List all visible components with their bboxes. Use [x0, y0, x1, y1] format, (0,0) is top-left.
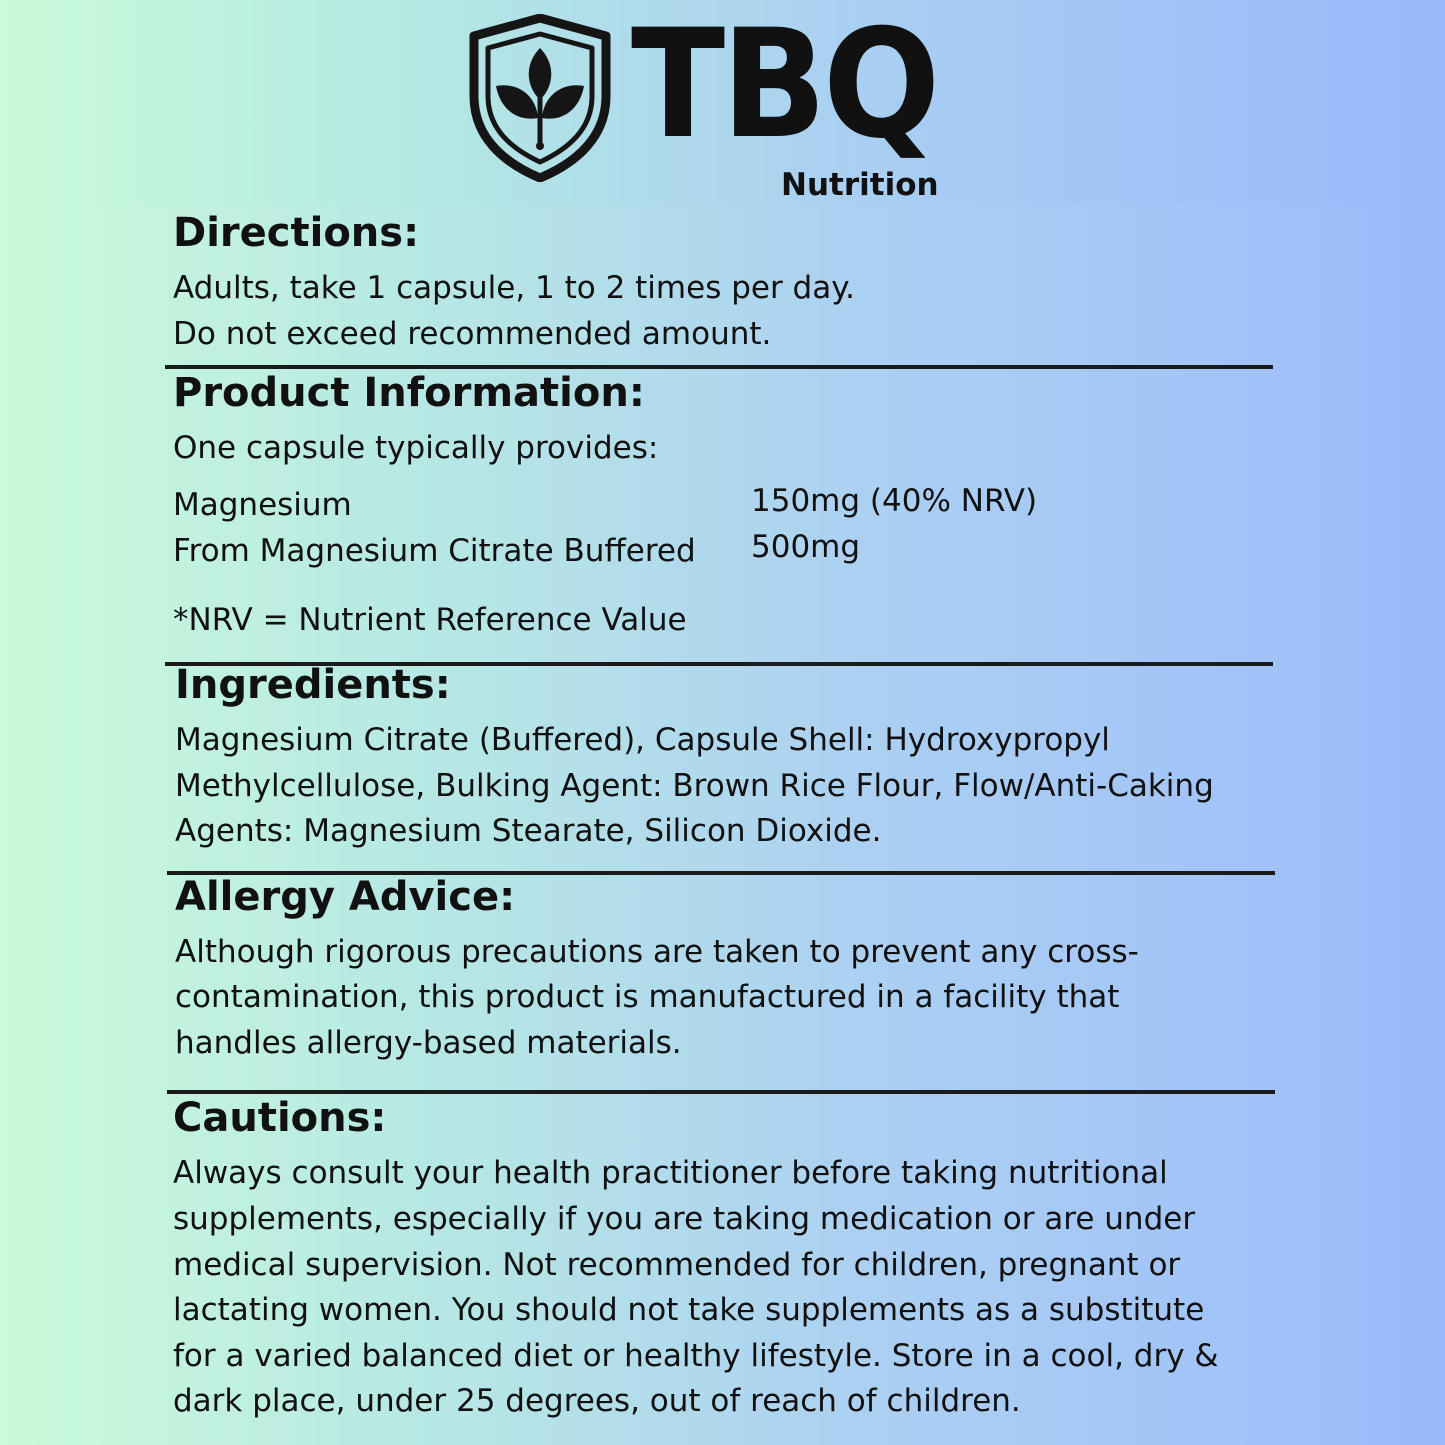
allergy-advice-line: handles allergy-based materials. — [175, 1025, 682, 1061]
cautions-line: supplements, especially if you are taking medication or are under — [173, 1201, 1196, 1237]
cautions-heading: Cautions: — [173, 1095, 387, 1141]
section-divider — [167, 1090, 1275, 1094]
allergy-advice-line: contamination, this product is manufactured in a facility that — [175, 979, 1120, 1015]
nutrient-value: 500mg — [751, 529, 861, 565]
nutrient-name: From Magnesium Citrate Buffered — [173, 533, 696, 569]
cautions-line: medical supervision. Not recommended for children, pregnant or — [173, 1247, 1181, 1283]
ingredients-line: Magnesium Citrate (Buffered), Capsule Shell: Hydroxypropyl — [175, 722, 1110, 758]
directions-line: Adults, take 1 capsule, 1 to 2 times per day. — [173, 270, 855, 306]
nrv-footnote: *NRV = Nutrient Reference Value — [173, 602, 687, 638]
cautions-line: for a varied balanced diet or healthy lifestyle. Store in a cool, dry & — [173, 1338, 1219, 1374]
nutrient-name: Magnesium — [173, 487, 352, 523]
cautions-line: Always consult your health practitioner before taking nutritional — [173, 1155, 1168, 1191]
ingredients-line: Agents: Magnesium Stearate, Silicon Dioxide. — [175, 813, 882, 849]
allergy-advice-heading: Allergy Advice: — [175, 874, 516, 920]
cautions-line: dark place, under 25 degrees, out of reach of children. — [173, 1383, 1021, 1419]
ingredients-heading: Ingredients: — [175, 662, 451, 708]
shield-leaf-icon — [466, 14, 614, 182]
directions-line: Do not exceed recommended amount. — [173, 316, 772, 352]
brand-subtitle: Nutrition — [781, 167, 939, 203]
product-information-heading: Product Information: — [173, 370, 645, 416]
brand-name: TBQ — [631, 0, 937, 172]
nutrient-value: 150mg (40% NRV) — [751, 483, 1038, 519]
brand-logo — [466, 0, 946, 204]
allergy-advice-line: Although rigorous precautions are taken to prevent any cross- — [175, 934, 1139, 970]
cautions-line: lactating women. You should not take supplements as a substitute — [173, 1292, 1205, 1328]
directions-heading: Directions: — [173, 210, 420, 256]
section-divider — [165, 365, 1273, 369]
product-information-intro: One capsule typically provides: — [173, 430, 659, 466]
ingredients-line: Methylcellulose, Bulking Agent: Brown Rice Flour, Flow/Anti-Caking — [175, 768, 1214, 804]
